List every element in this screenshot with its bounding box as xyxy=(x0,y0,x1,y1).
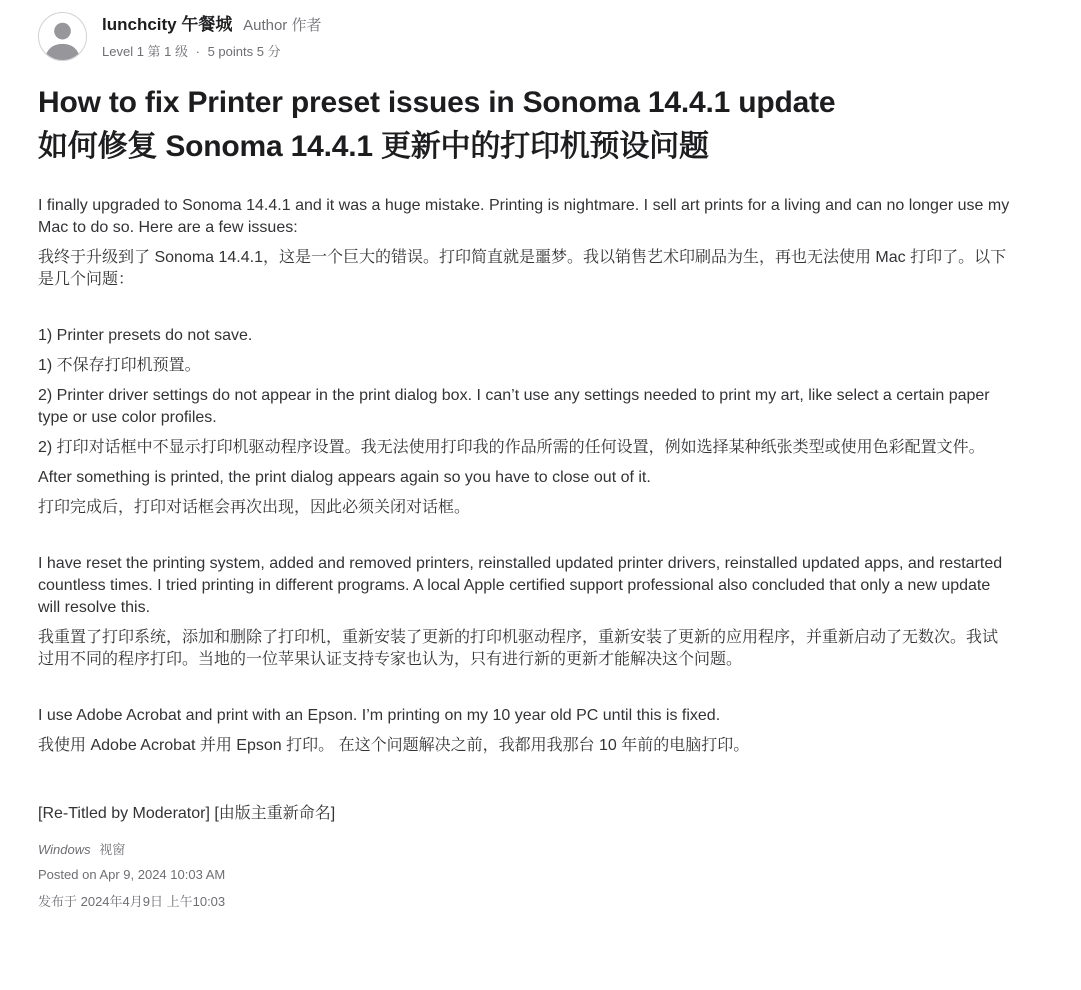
post-paragraph-zh: 我重置了打印系统，添加和删除了打印机，重新安装了更新的打印机驱动程序，重新安装了更新的应用程序，并重新启动了无数次。我试过用不同的程序打印。当地的一位苹果认证支持专家也认为，只有进行新的更新才能解决这个问题。 xyxy=(38,629,999,668)
author-line xyxy=(102,15,321,36)
os-tag-line xyxy=(38,839,1010,858)
author-meta xyxy=(102,12,321,60)
paragraph-spacer xyxy=(38,679,1010,705)
os-tag-zh: 视窗 xyxy=(99,842,126,857)
post-title-zh: 如何修复 Sonoma 14.4.1 更新中的打印机预设问题 xyxy=(38,130,709,163)
post-paragraph-zh: 1) 不保存打印机预置。 xyxy=(38,357,201,374)
post-paragraph-en: 1) Printer presets do not save. xyxy=(38,327,253,344)
post-paragraph-zh: 2) 打印对话框中不显示打印机驱动程序设置。我无法使用打印我的作品所需的任何设置，例如选择某种纸张类型或使用色彩配置文件。 xyxy=(38,439,985,456)
post-paragraph-zh: 打印完成后，打印对话框会再次出现，因此必须关闭对话框。 xyxy=(38,499,471,516)
post-body xyxy=(38,195,1010,757)
post-paragraph-zh: 我使用 Adobe Acrobat 并用 Epson 打印。 在这个问题解决之前，我都用我那台 10 年前的电脑打印。 xyxy=(38,737,750,754)
post-footer xyxy=(38,803,1010,910)
posted-timestamp-en: Posted on Apr 9, 2024 10:03 AM xyxy=(38,867,226,882)
post-paragraph-zh: 我终于升级到了 Sonoma 14.4.1，这是一个巨大的错误。打印简直就是噩梦。我以销售艺术印刷品为生，再也无法使用 Mac 打印了。以下是几个问题： xyxy=(38,249,1007,288)
post-paragraph-en: I finally upgraded to Sonoma 14.4.1 and it was a huge mistake. Printing is nightmare. I sell art prints for a living and can no longer use my Mac to do so. Here are a few issues: xyxy=(38,197,1010,236)
post-paragraph-en: 2) Printer driver settings do not appear in the print dialog box. I can’t use any settings needed to print my art, like select a certain paper type or use color profiles. xyxy=(38,387,990,426)
posted-timestamp-zh: 发布于 2024年4月9日 上午10:03 xyxy=(38,894,226,909)
os-tag-en: Windows xyxy=(38,842,91,857)
author-badge: Author 作者 xyxy=(243,17,322,34)
author-points: 5 points 5 分 xyxy=(207,44,281,59)
post-paragraph-en: After something is printed, the print dialog appears again so you have to close out of it. xyxy=(38,469,651,486)
post-title xyxy=(38,81,943,169)
paragraph-spacer xyxy=(38,299,1010,325)
retitled-note: [Re-Titled by Moderator] [由版主重新命名] xyxy=(38,805,336,822)
post-paragraph-en: I have reset the printing system, added and removed printers, reinstalled updated printer drivers, reinstalled updated apps, and restarted countless times. I tried printing in different programs. A local Apple certified support professional also concluded that only a new update will resolve this. xyxy=(38,555,1003,616)
post-author-header xyxy=(38,12,1043,61)
author-level-line xyxy=(102,41,321,60)
person-icon xyxy=(39,13,86,60)
avatar[interactable] xyxy=(38,12,87,61)
author-level: Level 1 第 1 级 xyxy=(102,44,188,59)
post-paragraph-en: I use Adobe Acrobat and print with an Epson. I’m printing on my 10 year old PC until this is fixed. xyxy=(38,707,721,724)
author-username[interactable]: lunchcity 午餐城 xyxy=(102,15,233,34)
paragraph-spacer xyxy=(38,527,1010,553)
post-title-en: How to fix Printer preset issues in Sonoma 14.4.1 update xyxy=(38,86,836,119)
separator-dot: · xyxy=(195,44,200,59)
